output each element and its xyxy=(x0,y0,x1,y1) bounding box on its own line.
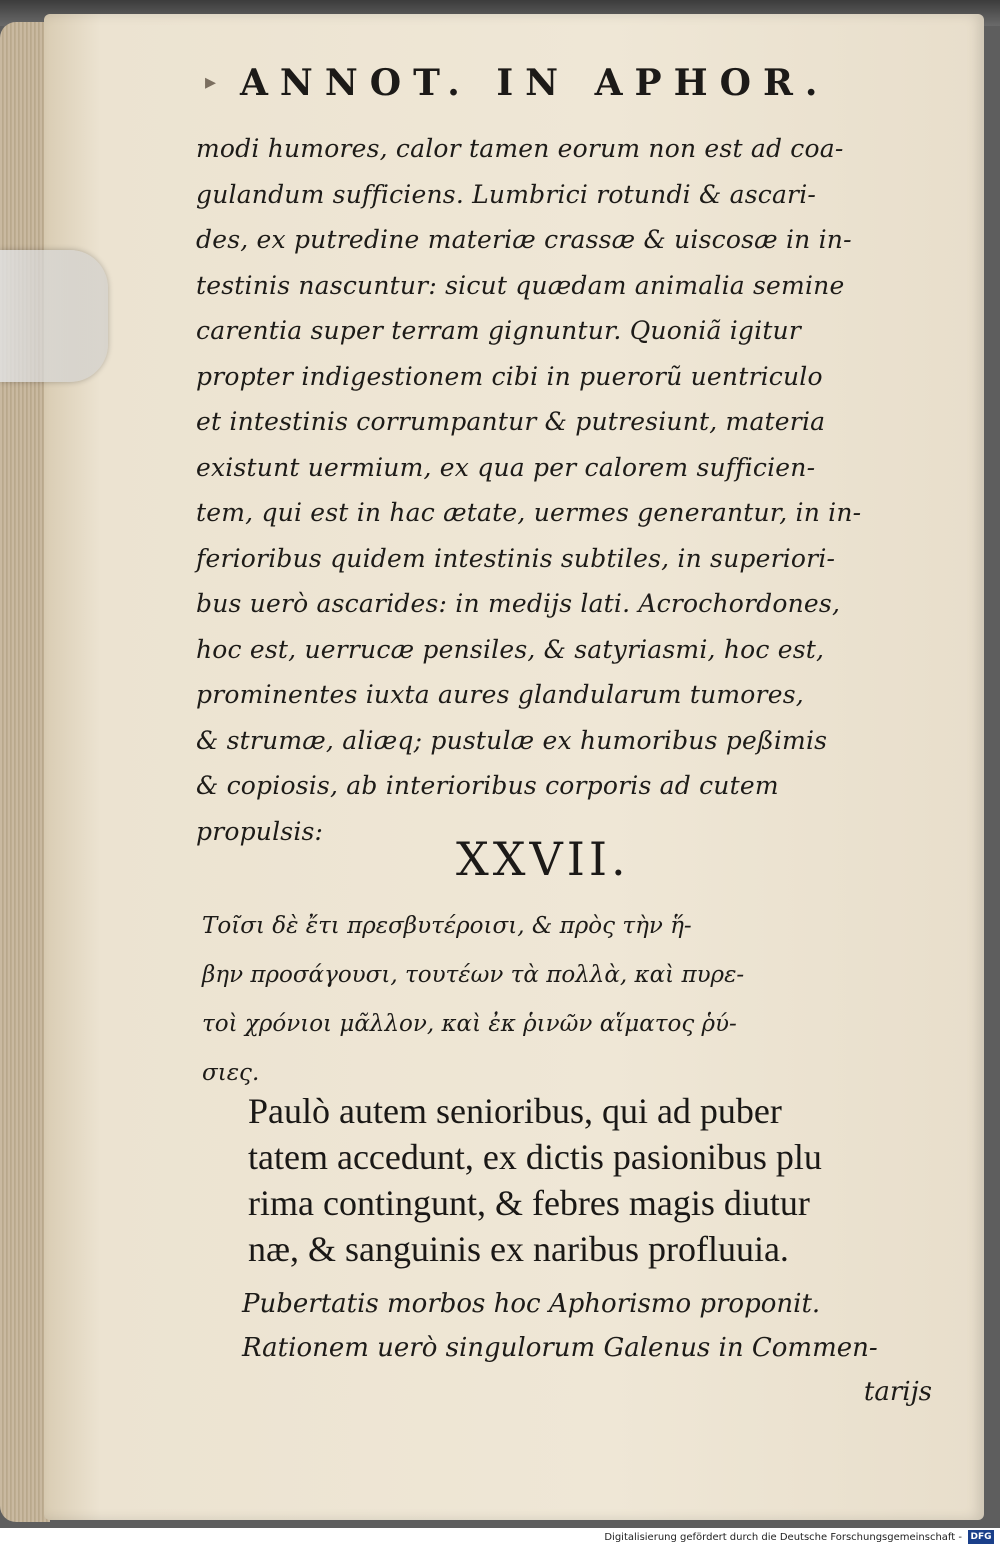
text-line: existunt uermium, ex qua per calorem sufficien- xyxy=(196,452,816,482)
page-clip-glare xyxy=(0,250,108,382)
text-line: & strumæ, aliæq; pustulæ ex humoribus peßimis xyxy=(196,725,828,755)
digitization-credit: Digitalisierung gefördert durch die Deutsche Forschungsgemeinschaft - xyxy=(604,1532,962,1543)
greek-line: τοὶ χρόνιοι μᾶλλον, καὶ ἐκ ῥινῶν αἵματος ῥύ- xyxy=(202,1011,737,1037)
translation-line: tatem accedunt, ex dictis pasionibus plu xyxy=(248,1137,822,1177)
greek-line: Τοῖσι δὲ ἔτι πρεσβυτέροισι, & πρὸς τὴν ἥ- xyxy=(202,913,692,939)
running-head-ornament: ▸ xyxy=(205,70,217,95)
text-line: propulsis: xyxy=(196,816,324,846)
text-line: gulandum sufficiens. Lumbrici rotundi & ascari- xyxy=(196,179,817,209)
text-line: & copiosis, ab interioribus corporis ad cutem xyxy=(196,771,779,800)
text-line: carentia super terram gignuntur. Quoniã igitur xyxy=(196,316,802,345)
commentary-line: Rationem uerò singulorum Galenus in Commen- xyxy=(242,1333,878,1363)
closing-commentary xyxy=(242,1282,932,1414)
translation-line: rima contingunt, & febres magis diutur xyxy=(248,1183,810,1223)
text-line: hoc est, uerrucæ pensiles, & satyriasmi, hoc est, xyxy=(196,634,825,664)
text-line: propter indigestionem cibi in puerorũ uentriculo xyxy=(196,361,823,391)
text-line: bus uerò ascarides: in medijs lati. Acrochordones, xyxy=(196,589,841,618)
greek-line: σιες. xyxy=(202,1060,260,1086)
dfg-logo-icon: DFG xyxy=(968,1530,994,1544)
book-page-edges xyxy=(0,22,50,1522)
text-line: modi humores, calor tamen eorum non est ad coa- xyxy=(196,134,844,163)
aphorism-number: XXVII. xyxy=(456,832,630,886)
greek-aphorism xyxy=(202,902,922,1098)
text-line: des, ex putredine materiæ crassæ & uiscosæ in in- xyxy=(196,225,852,254)
text-line: prominentes iuxta aures glandularum tumores, xyxy=(196,680,804,709)
catchword: tarijs xyxy=(863,1377,932,1407)
latin-translation xyxy=(248,1088,928,1272)
text-line: testinis nascuntur: sicut quædam animalia semine xyxy=(196,270,845,300)
text-line: et intestinis corrumpantur & putresiunt, materia xyxy=(196,407,826,436)
translation-line: Paulò autem senioribus, qui ad puber xyxy=(248,1091,782,1131)
latin-commentary xyxy=(196,126,916,854)
translation-line: næ, & sanguinis ex naribus profluuia. xyxy=(248,1229,789,1269)
greek-line: βην προσάγουσι, τουτέων τὰ πολλὰ, καὶ πυρε- xyxy=(202,962,745,988)
text-line: ferioribus quidem intestinis subtiles, in superiori- xyxy=(196,543,836,573)
commentary-line: Pubertatis morbos hoc Aphorismo proponit. xyxy=(242,1289,821,1319)
running-head: ANNOT. IN APHOR. xyxy=(240,62,830,104)
text-line: tem, qui est in hac ætate, uermes generantur, in in- xyxy=(196,498,862,527)
